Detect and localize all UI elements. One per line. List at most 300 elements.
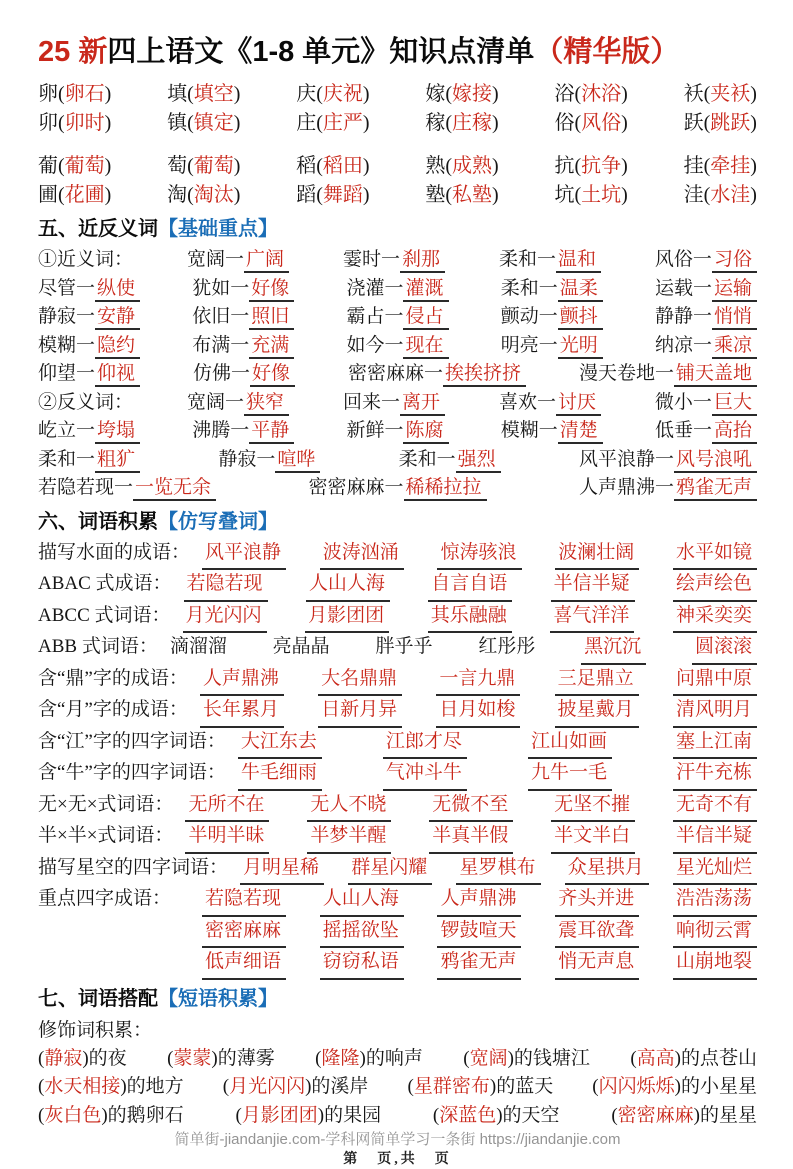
paren-open: ( <box>432 1104 440 1126</box>
wordlist-word: 半梦半醒 <box>307 822 391 854</box>
wordlist-words <box>185 791 757 823</box>
wordlist-word: 波澜壮阔 <box>555 539 639 571</box>
wordlist-word: 众星拱月 <box>565 854 649 886</box>
wordlist-line <box>38 885 757 917</box>
wordlist-word: 摇摇欲坠 <box>320 917 404 949</box>
wordlist-word: 圆滚滚 <box>692 633 757 665</box>
section-heading-tag: 【短语积累】 <box>158 987 278 1010</box>
wordlist-line <box>38 570 757 602</box>
paren-close-noun: )的鹅卵石 <box>101 1104 184 1126</box>
section-heading-tag: 【仿写叠词】 <box>158 510 278 533</box>
synonym-line <box>38 303 757 332</box>
content-sections <box>38 210 757 1130</box>
wordlist-word: 三足鼎立 <box>555 665 639 697</box>
word-pair <box>655 417 757 446</box>
char-paren: ) <box>104 112 112 134</box>
char-word: 淘汰 <box>193 184 234 206</box>
char-base: 袄( <box>683 83 711 105</box>
wordlist-words <box>240 854 757 886</box>
modifier-word: 月影团团 <box>241 1104 318 1126</box>
char-paren: ) <box>362 184 370 206</box>
modifier-item <box>223 1073 369 1102</box>
pair-answer: 铺天盖地 <box>674 363 757 387</box>
char-entry <box>167 80 240 109</box>
pair-prompt: 柔和一 <box>38 448 96 470</box>
char-row <box>38 152 757 181</box>
pair-prompt: 霸占一 <box>346 306 404 327</box>
section-heading <box>38 507 757 538</box>
synonym-line <box>38 474 757 503</box>
char-entry <box>38 80 111 109</box>
character-words-section <box>38 80 757 210</box>
wordlist-line <box>38 759 757 791</box>
modifier-item <box>463 1045 590 1074</box>
char-entry <box>167 181 240 210</box>
pair-prompt: 漫天卷地一 <box>578 363 674 384</box>
char-word: 镇定 <box>193 112 234 134</box>
pair-answer: 垮塌 <box>95 420 140 444</box>
wordlist-word: 披星戴月 <box>555 696 639 728</box>
pair-prompt: 宽阔一 <box>186 391 244 413</box>
char-word: 沐浴 <box>581 83 622 105</box>
word-pair <box>38 303 140 332</box>
word-pair <box>501 417 603 446</box>
section-heading <box>38 214 757 245</box>
pair-prompt: 风平浪静一 <box>578 448 674 470</box>
synonym-line <box>38 360 757 389</box>
word-pair <box>346 332 448 361</box>
synonym-line <box>38 275 757 304</box>
wordlist-word: 月光闪闪 <box>183 602 267 634</box>
wordlist-word: 问鼎中原 <box>673 665 757 697</box>
char-base: 浴( <box>554 83 582 105</box>
char-entry <box>425 152 498 181</box>
modifier-word: 密密麻麻 <box>617 1104 694 1126</box>
modifier-item <box>611 1102 757 1131</box>
paren-open: ( <box>235 1104 242 1126</box>
modifier-item <box>235 1102 381 1131</box>
modifier-word: 高高 <box>636 1047 675 1069</box>
char-word: 舞蹈 <box>322 184 363 206</box>
pair-prompt: 风俗一 <box>654 249 712 270</box>
modifier-word: 宽阔 <box>469 1047 508 1069</box>
wordlist-line <box>38 854 757 886</box>
wordlist-word: 低声细语 <box>202 948 286 980</box>
wordlist-words <box>202 885 757 917</box>
paren-close-noun: )的蓝天 <box>489 1076 554 1097</box>
modifier-word: 星群密布 <box>413 1076 490 1097</box>
pair-answer: 强烈 <box>456 449 501 473</box>
wordlist-words <box>238 728 757 760</box>
char-paren: ) <box>104 155 112 177</box>
pair-answer: 一览无余 <box>133 477 216 501</box>
wordlist-line <box>38 696 757 728</box>
pair-prompt: 静寂一 <box>218 448 276 470</box>
pair-prompt: 人声鼎沸一 <box>578 477 674 498</box>
paren-close-noun: )的星星 <box>693 1104 757 1126</box>
pair-answer: 讨厌 <box>556 392 601 416</box>
word-pair <box>218 446 320 475</box>
wordlist-label: 含“江”字的四字词语： <box>38 730 226 752</box>
wordlist-word: 其乐融融 <box>428 602 512 634</box>
wordlist-word: 人声鼎沸 <box>200 665 284 697</box>
pair-prompt: 喜欢一 <box>498 391 556 413</box>
pair-prompt: 浇灌一 <box>346 277 404 299</box>
modifier-item <box>592 1073 757 1102</box>
char-base: 庄( <box>296 112 323 134</box>
char-paren: ) <box>750 155 757 177</box>
word-pair <box>348 360 526 389</box>
wordlist-word: 惊涛骇浪 <box>437 539 521 571</box>
pair-prompt: 宽阔一 <box>186 249 244 270</box>
char-base: 稼( <box>425 112 453 134</box>
wordlist-label: 含“月”字的成语： <box>38 699 188 720</box>
pair-prompt: 霎时一 <box>342 249 400 270</box>
char-entry <box>296 80 369 109</box>
char-base: 葡( <box>38 155 65 177</box>
modifier-item <box>315 1045 423 1074</box>
paren-close-noun: )的钱塘江 <box>507 1047 590 1069</box>
char-word: 卯时 <box>64 112 105 134</box>
wordlist-word: 日月如梭 <box>436 696 520 728</box>
char-word: 成熟 <box>452 155 493 177</box>
char-paren: ) <box>104 83 112 105</box>
pair-prompt: 静寂一 <box>38 306 96 327</box>
pair-answer: 喧哗 <box>275 449 320 473</box>
char-paren: ) <box>750 112 757 134</box>
footer-page-number: 第 页,共 页 <box>343 1152 452 1167</box>
word-pair <box>501 275 603 304</box>
wordlist-line <box>38 602 757 634</box>
pair-answer: 颤抖 <box>558 306 603 330</box>
char-paren: ) <box>362 83 370 105</box>
word-pair <box>343 246 445 275</box>
char-base: 俗( <box>554 112 582 134</box>
pair-prompt: 犹如一 <box>192 277 250 299</box>
char-base: 稻( <box>296 155 323 177</box>
pair-answer: 仰视 <box>95 363 140 387</box>
wordlist-word: 滴溜溜 <box>169 636 227 657</box>
char-base: 蹈( <box>296 184 323 206</box>
page-footer <box>38 1130 757 1169</box>
pair-prompt: 运载一 <box>654 277 712 299</box>
char-entry <box>425 80 498 109</box>
paren-close-noun: )的点苍山 <box>674 1047 757 1069</box>
char-entry <box>296 109 369 138</box>
char-word: 跳跃 <box>710 112 751 134</box>
paren-close-noun: )的地方 <box>120 1076 184 1097</box>
title-suffix: （精华版） <box>534 36 680 68</box>
modifier-word: 闪闪烁烁 <box>598 1076 675 1097</box>
wordlist-label: 含“鼎”字的成语： <box>38 667 188 689</box>
char-base: 淘( <box>167 184 194 206</box>
pair-prompt: 仿佛一 <box>192 363 250 384</box>
synonym-line <box>38 246 757 275</box>
footer-site-text: 简单街-jiandanjie.com-学科网简单学习一条街 https://jiandanjie.com <box>174 1131 621 1148</box>
pair-answer: 挨挨挤挤 <box>443 363 526 387</box>
pair-prompt: 密密麻麻一 <box>308 477 404 498</box>
char-word: 葡萄 <box>64 155 105 177</box>
char-row <box>38 181 757 210</box>
word-pair <box>579 446 757 475</box>
title-prefix: 25 新 <box>38 36 108 68</box>
wordlist-word: 鸦雀无声 <box>437 948 521 980</box>
section-heading-text: 七、词语搭配 <box>38 987 158 1010</box>
pair-answer: 光明 <box>558 335 603 359</box>
word-pair <box>655 275 757 304</box>
pair-answer: 侵占 <box>403 306 448 330</box>
char-row <box>38 80 757 109</box>
paren-open: ( <box>463 1047 470 1069</box>
pair-prompt: 微小一 <box>654 391 712 413</box>
wordlist-word: 山崩地裂 <box>673 948 757 980</box>
wordlist-word: 月影团团 <box>305 602 389 634</box>
wordlist-label: ABCC 式词语： <box>38 604 171 626</box>
paren-close-noun: )的天空 <box>496 1104 560 1126</box>
char-entry <box>555 152 628 181</box>
page-title <box>38 34 757 70</box>
pair-answer: 鸦雀无声 <box>674 477 757 501</box>
wordlist-word: 人山人海 <box>306 570 390 602</box>
pair-answer: 好像 <box>249 278 294 302</box>
wordlist-word: 半明半昧 <box>185 822 269 854</box>
word-pair <box>192 303 294 332</box>
char-entry <box>167 109 240 138</box>
pair-answer: 温和 <box>556 249 601 273</box>
pair-answer: 安静 <box>95 306 140 330</box>
word-pair <box>655 389 757 418</box>
wordlist-word: 星光灿烂 <box>673 854 757 886</box>
word-pair <box>501 332 603 361</box>
pair-prompt: 新鲜一 <box>346 420 404 441</box>
modifier-word: 深蓝色 <box>439 1104 497 1126</box>
pair-prompt: 回来一 <box>342 391 400 413</box>
wordlist-label: 含“牛”字的四字词语： <box>38 762 226 783</box>
word-pair <box>38 417 140 446</box>
char-entry <box>38 152 111 181</box>
pair-answer: 习俗 <box>712 249 757 273</box>
wordlist-word: 人声鼎沸 <box>437 885 521 917</box>
section-heading-text: 六、词语积累 <box>38 510 158 533</box>
char-paren: ) <box>233 112 241 134</box>
char-paren: ) <box>362 155 370 177</box>
word-pair <box>579 474 757 503</box>
wordlist-word: 月明星稀 <box>240 854 324 886</box>
word-pair <box>399 446 501 475</box>
pair-group-label: ②反义词： <box>38 391 134 413</box>
wordlist-word: 响彻云霄 <box>673 917 757 949</box>
modifier-word: 水天相接 <box>44 1076 121 1097</box>
char-base: 镇( <box>167 112 194 134</box>
section-heading-text: 五、近反义词 <box>38 218 158 240</box>
wordlist-words <box>200 665 757 697</box>
char-paren: ) <box>492 155 499 177</box>
pair-answer: 隐约 <box>95 335 140 359</box>
wordlist-words <box>184 570 757 602</box>
modifier-item <box>38 1045 127 1074</box>
char-word: 抗争 <box>581 155 622 177</box>
wordlist-word: 亮晶晶 <box>272 636 330 657</box>
wordlist-words <box>238 759 757 791</box>
char-entry <box>38 181 111 210</box>
word-pair <box>346 303 448 332</box>
char-base: 挂( <box>683 155 711 177</box>
wordlist-word: 震耳欲聋 <box>555 917 639 949</box>
wordlist-line <box>38 539 757 571</box>
wordlist-word: 一言九鼎 <box>436 665 520 697</box>
char-paren: ) <box>362 112 370 134</box>
wordlist-word: 大江东去 <box>238 728 322 760</box>
pair-prompt: 仰望一 <box>38 363 96 384</box>
wordlist-word: 自言自语 <box>428 570 512 602</box>
wordlist-word: 日新月异 <box>318 696 402 728</box>
char-base: 抗( <box>554 155 582 177</box>
paren-close-noun: )的小星星 <box>674 1076 757 1097</box>
char-entry <box>684 80 757 109</box>
pair-prompt: 柔和一 <box>498 249 556 270</box>
modifier-word: 静寂 <box>44 1047 83 1069</box>
word-pair <box>192 275 294 304</box>
wordlist-words <box>170 633 757 665</box>
word-pair <box>343 389 445 418</box>
pair-answer: 充满 <box>249 335 294 359</box>
section-heading <box>38 984 757 1015</box>
char-word: 卵石 <box>64 83 105 105</box>
word-pair <box>346 275 448 304</box>
char-word: 嫁接 <box>452 83 493 105</box>
wordlist-word: 若隐若现 <box>184 570 268 602</box>
wordlist-word: 悄无声息 <box>555 948 639 980</box>
wordlist-word: 塞上江南 <box>673 728 757 760</box>
modifier-line <box>38 1045 757 1074</box>
pair-prompt: 低垂一 <box>654 420 712 441</box>
char-base: 洼( <box>683 184 711 206</box>
wordlist-word: 风平浪静 <box>202 539 286 571</box>
char-entry <box>555 109 628 138</box>
wordlist-words <box>202 948 757 980</box>
pair-answer: 好像 <box>250 363 295 387</box>
char-group <box>38 80 757 138</box>
modifier-item <box>630 1045 757 1074</box>
char-paren: ) <box>233 83 241 105</box>
wordlist-word: 气冲斗牛 <box>383 759 467 791</box>
pair-answer: 粗犷 <box>95 449 140 473</box>
char-base: 跃( <box>683 112 711 134</box>
synonym-line <box>38 389 757 418</box>
char-paren: ) <box>621 112 628 134</box>
synonym-line <box>38 446 757 475</box>
pair-prompt: 颤动一 <box>500 306 558 327</box>
pair-prompt: 密密麻麻一 <box>347 363 443 384</box>
pair-answer: 陈腐 <box>403 420 448 444</box>
char-base: 卯( <box>38 112 65 134</box>
word-pair <box>38 474 216 503</box>
wordlist-word: 长年累月 <box>200 696 284 728</box>
word-pair <box>499 389 601 418</box>
wordlist-words <box>183 602 758 634</box>
paren-open: ( <box>592 1076 599 1097</box>
word-pair <box>187 389 289 418</box>
wordlist-word: 半信半疑 <box>551 570 635 602</box>
wordlist-line <box>38 665 757 697</box>
char-paren: ) <box>233 184 241 206</box>
pair-prompt: 依旧一 <box>192 306 250 327</box>
wordlist-word: 无所不在 <box>185 791 269 823</box>
char-base: 萄( <box>167 155 194 177</box>
wordlist-word: 江山如画 <box>528 728 612 760</box>
word-pair <box>38 275 140 304</box>
wordlist-word: 江郎才尽 <box>383 728 467 760</box>
wordlist-word: 绘声绘色 <box>673 570 757 602</box>
synonym-line <box>38 417 757 446</box>
pair-prompt: 若隐若现一 <box>38 477 134 498</box>
wordlist-label: ABAC 式成语： <box>38 573 172 594</box>
wordlist-word: 半信半疑 <box>673 822 757 854</box>
char-base: 坑( <box>554 184 582 206</box>
char-word: 风俗 <box>581 112 622 134</box>
char-paren: ) <box>233 155 241 177</box>
char-entry <box>555 80 628 109</box>
char-paren: ) <box>750 83 757 105</box>
char-word: 庆祝 <box>322 83 363 105</box>
wordlist-word: 喜气洋洋 <box>550 602 634 634</box>
word-pair <box>38 332 140 361</box>
pair-prompt: 布满一 <box>192 334 250 356</box>
word-pair <box>501 303 603 332</box>
pair-answer: 风号浪吼 <box>674 449 757 473</box>
paren-open: ( <box>167 1047 174 1069</box>
wordlist-word: 无人不晓 <box>307 791 391 823</box>
word-pair <box>308 474 486 503</box>
modifier-item <box>38 1102 184 1131</box>
char-word: 夹袄 <box>710 83 751 105</box>
wordlist-word: 齐头并进 <box>555 885 639 917</box>
paren-open: ( <box>38 1047 45 1069</box>
pair-prompt: 屹立一 <box>38 420 96 441</box>
paren-open: ( <box>222 1076 230 1097</box>
wordlist-word: 人山人海 <box>320 885 404 917</box>
pair-answer: 刹那 <box>400 249 445 273</box>
wordlist-word: 星罗棋布 <box>456 854 540 886</box>
pair-prompt: 尽管一 <box>38 277 96 299</box>
pair-answer: 清楚 <box>558 420 603 444</box>
modifier-word: 灰白色 <box>44 1104 102 1126</box>
wordlist-word: 无微不至 <box>429 791 513 823</box>
pair-answer: 离开 <box>400 392 445 416</box>
paren-open: ( <box>38 1104 45 1126</box>
pair-answer: 平静 <box>249 420 294 444</box>
pair-prompt: 如今一 <box>346 334 404 356</box>
word-pair <box>346 417 448 446</box>
char-paren: ) <box>621 83 628 105</box>
pair-prompt: 模糊一 <box>500 420 558 441</box>
word-pair <box>499 246 601 275</box>
char-paren: ) <box>621 184 628 206</box>
char-paren: ) <box>492 184 499 206</box>
pair-answer: 巨大 <box>712 392 757 416</box>
word-pair <box>187 246 289 275</box>
pair-answer: 乘凉 <box>712 335 757 359</box>
pair-answer: 温柔 <box>558 278 603 302</box>
char-base: 熟( <box>425 155 453 177</box>
char-base: 塾( <box>425 184 453 206</box>
char-word: 庄稼 <box>452 112 493 134</box>
paren-close-noun: )的溪岸 <box>305 1076 369 1097</box>
pair-prompt: 静静一 <box>654 306 712 327</box>
pair-answer: 照旧 <box>249 306 294 330</box>
word-pair <box>655 332 757 361</box>
pair-answer: 纵使 <box>95 278 140 302</box>
